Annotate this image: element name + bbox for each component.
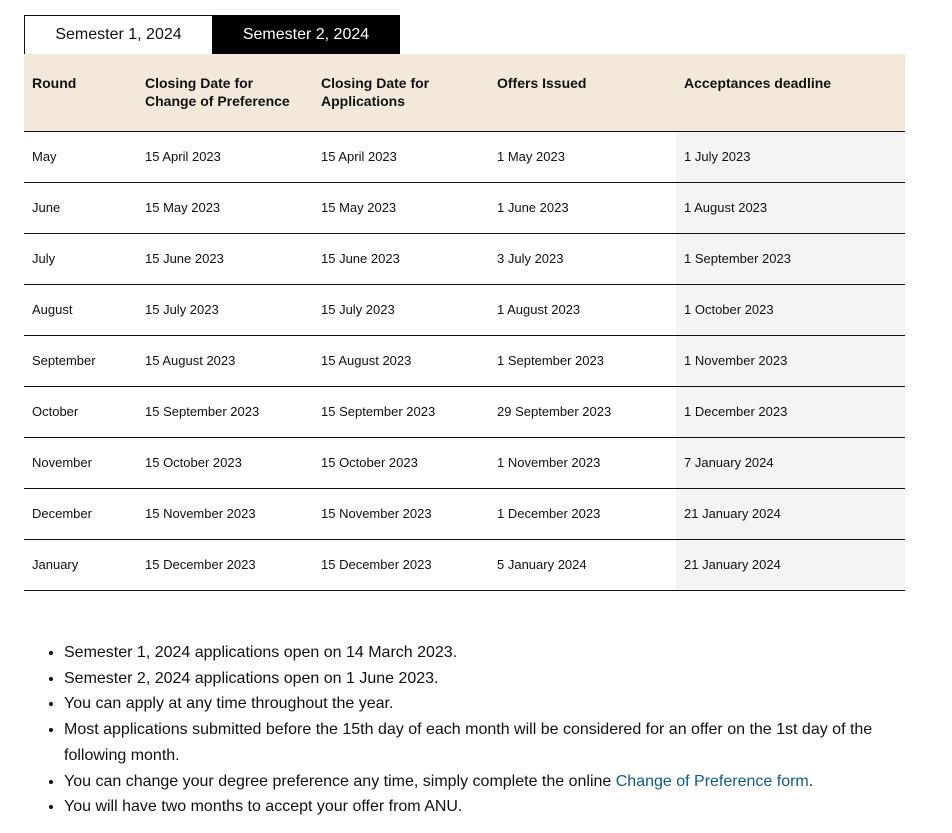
cell-offers-issued: 1 May 2023 xyxy=(489,131,676,182)
header-round: Round xyxy=(24,54,137,131)
table-row xyxy=(24,386,905,437)
list-item: • Semester 1, 2024 applications open on 14 March 2023. xyxy=(64,640,934,666)
list-item: • You can apply at any time throughout the year. xyxy=(64,691,934,717)
cell-round: July xyxy=(24,233,137,284)
cell-applications: 15 May 2023 xyxy=(313,182,489,233)
cell-round: May xyxy=(24,131,137,182)
cell-change-of-preference: 15 April 2023 xyxy=(137,131,313,182)
table-row xyxy=(24,539,905,590)
cell-change-of-preference: 15 August 2023 xyxy=(137,335,313,386)
cell-change-of-preference: 15 May 2023 xyxy=(137,182,313,233)
table-row xyxy=(24,233,905,284)
cell-applications: 15 July 2023 xyxy=(313,284,489,335)
table-row xyxy=(24,335,905,386)
list-item: • Semester 2, 2024 applications open on 1 June 2023. xyxy=(64,666,934,692)
cell-applications: 15 November 2023 xyxy=(313,488,489,539)
cell-acceptances-deadline: 7 January 2024 xyxy=(676,437,905,488)
tab-semester-2-2024[interactable]: Semester 2, 2024 xyxy=(212,15,400,55)
change-preference-suffix: . xyxy=(808,772,814,790)
cell-acceptances-deadline: 1 September 2023 xyxy=(676,233,905,284)
cell-round: November xyxy=(24,437,137,488)
cell-change-of-preference: 15 July 2023 xyxy=(137,284,313,335)
cell-applications: 15 June 2023 xyxy=(313,233,489,284)
cell-offers-issued: 1 June 2023 xyxy=(489,182,676,233)
table-header-row xyxy=(24,54,905,131)
header-offers-issued: Offers Issued xyxy=(489,54,676,131)
cell-round: October xyxy=(24,386,137,437)
cell-offers-issued: 3 July 2023 xyxy=(489,233,676,284)
list-item: • You will have two months to accept your offer from ANU. xyxy=(64,794,934,820)
cell-offers-issued: 1 November 2023 xyxy=(489,437,676,488)
cell-round: January xyxy=(24,539,137,590)
cell-change-of-preference: 15 December 2023 xyxy=(137,539,313,590)
cell-round: August xyxy=(24,284,137,335)
table-row xyxy=(24,284,905,335)
cell-offers-issued: 1 August 2023 xyxy=(489,284,676,335)
header-change-of-preference: Closing Date for Change of Preference xyxy=(137,54,313,131)
cell-offers-issued: 5 January 2024 xyxy=(489,539,676,590)
semester-tabs xyxy=(24,15,400,55)
cell-round: December xyxy=(24,488,137,539)
offer-rounds-table xyxy=(24,54,905,591)
cell-round: June xyxy=(24,182,137,233)
change-preference-text: You can change your degree preference any time, simply complete the online xyxy=(64,772,616,790)
cell-acceptances-deadline: 1 November 2023 xyxy=(676,335,905,386)
cell-acceptances-deadline: 1 October 2023 xyxy=(676,284,905,335)
cell-acceptances-deadline: 1 July 2023 xyxy=(676,131,905,182)
cell-change-of-preference: 15 November 2023 xyxy=(137,488,313,539)
cell-change-of-preference: 15 October 2023 xyxy=(137,437,313,488)
cell-offers-issued: 1 September 2023 xyxy=(489,335,676,386)
cell-offers-issued: 29 September 2023 xyxy=(489,386,676,437)
cell-acceptances-deadline: 1 December 2023 xyxy=(676,386,905,437)
cell-applications: 15 August 2023 xyxy=(313,335,489,386)
cell-acceptances-deadline: 21 January 2024 xyxy=(676,539,905,590)
header-applications: Closing Date for Applications xyxy=(313,54,489,131)
cell-change-of-preference: 15 June 2023 xyxy=(137,233,313,284)
list-item xyxy=(64,769,934,795)
table-row xyxy=(24,182,905,233)
cell-applications: 15 December 2023 xyxy=(313,539,489,590)
cell-acceptances-deadline: 21 January 2024 xyxy=(676,488,905,539)
table-row xyxy=(24,488,905,539)
application-notes-list xyxy=(24,640,934,820)
cell-applications: 15 October 2023 xyxy=(313,437,489,488)
cell-change-of-preference: 15 September 2023 xyxy=(137,386,313,437)
change-of-preference-form-link[interactable]: Change of Preference form xyxy=(615,772,809,790)
cell-applications: 15 September 2023 xyxy=(313,386,489,437)
cell-round: September xyxy=(24,335,137,386)
list-item: • Most applications submitted before the 15th day of each month will be considered for an offer on the 1st day of the following month. xyxy=(64,717,934,768)
header-acceptances-deadline: Acceptances deadline xyxy=(676,54,905,131)
tab-semester-1-2024[interactable]: Semester 1, 2024 xyxy=(24,15,212,55)
table-row xyxy=(24,131,905,182)
cell-offers-issued: 1 December 2023 xyxy=(489,488,676,539)
cell-acceptances-deadline: 1 August 2023 xyxy=(676,182,905,233)
table-row xyxy=(24,437,905,488)
cell-applications: 15 April 2023 xyxy=(313,131,489,182)
